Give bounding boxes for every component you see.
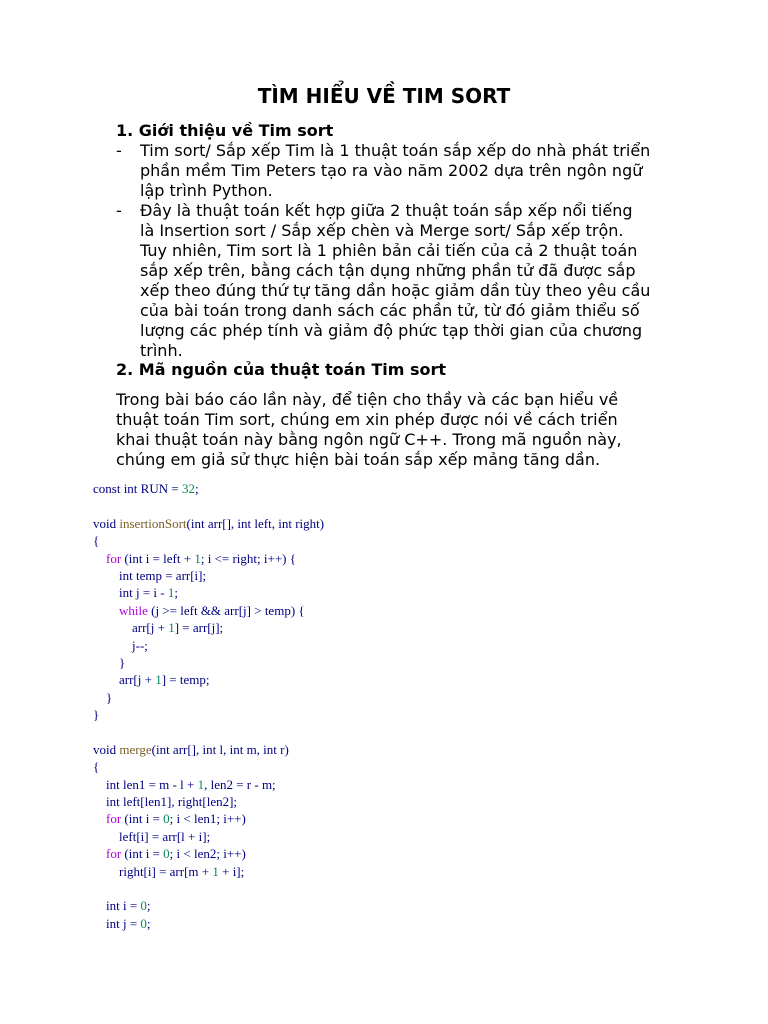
- code-line: j--;: [93, 637, 148, 653]
- bullet-line: lượng các phép tính và giảm độ phức tạp thời gian của chương: [140, 321, 643, 340]
- code-line: left[i] = arr[l + i];: [93, 828, 211, 844]
- code-line: int temp = arr[i];: [93, 567, 207, 583]
- section-1-heading: 1. Giới thiệu về Tim sort: [116, 121, 334, 140]
- code-line: const int RUN = 32;: [93, 481, 199, 496]
- code-line: [93, 880, 693, 897]
- code-line: for (int i = 0; i < len2; i++): [106, 846, 246, 862]
- code-block: [93, 480, 693, 932]
- code-line: for (int i = left + 1; i <= right; i++) {: [106, 550, 296, 566]
- code-line: int i = 0;: [93, 898, 151, 914]
- code-line: void insertionSort(int arr[], int left, int right): [93, 515, 325, 531]
- document-title: TÌM HIỂU VỀ TIM SORT: [257, 84, 511, 108]
- bullet-line: của bài toán trong danh sách các phần tử, từ đó giảm thiểu số: [140, 301, 640, 320]
- code-line: for (int i = 0; i < len1; i++): [106, 811, 246, 827]
- section-2-heading: 2. Mã nguồn của thuật toán Tim sort: [116, 360, 447, 379]
- code-line: while (j >= left && arr[j] > temp) {: [119, 602, 305, 618]
- bullet-line: lập trình Python.: [140, 181, 273, 200]
- bullet-line: trình.: [140, 341, 183, 360]
- bullet-line: Tim sort/ Sắp xếp Tim là 1 thuật toán sắp xếp do nhà phát triển: [140, 141, 651, 160]
- bullet-line: phần mềm Tim Peters tạo ra vào năm 2002 dựa trên ngôn ngữ: [140, 161, 643, 180]
- code-line: {: [93, 759, 100, 775]
- bullet-line: là Insertion sort / Sắp xếp chèn và Merge sort/ Sắp xếp trộn.: [140, 221, 624, 240]
- code-line: int j = 0;: [93, 915, 151, 931]
- bullet-line: sắp xếp trên, bằng cách tận dụng những phần tử đã được sắp: [140, 261, 636, 280]
- bullet-line: Đây là thuật toán kết hợp giữa 2 thuật toán sắp xếp nổi tiếng: [140, 201, 633, 220]
- code-line: }: [93, 689, 113, 705]
- code-line: void merge(int arr[], int l, int m, int r): [93, 741, 289, 757]
- code-line: int left[len1], right[len2];: [93, 794, 238, 810]
- paragraph-line: thuật toán Tim sort, chúng em xin phép được nói về cách triển: [116, 410, 618, 429]
- code-line: right[i] = arr[m + 1 + i];: [93, 863, 245, 879]
- bullet-line: Tuy nhiên, Tim sort là 1 phiên bản cải tiến của cả 2 thuật toán: [140, 241, 638, 260]
- code-line: [93, 497, 693, 514]
- bullet-line: xếp theo đúng thứ tự tăng dần hoặc giảm dần tùy theo yêu cầu: [140, 281, 651, 300]
- code-line: }: [93, 707, 100, 723]
- code-line: int j = i - 1;: [93, 585, 178, 601]
- code-line: int len1 = m - l + 1, len2 = r - m;: [93, 776, 276, 792]
- code-line: arr[j + 1] = arr[j];: [93, 620, 224, 636]
- bullet-item-1: [116, 141, 686, 201]
- code-line: arr[j + 1] = temp;: [93, 672, 210, 688]
- bullet-dash: -: [116, 141, 122, 160]
- code-line: }: [93, 654, 126, 670]
- code-line: {: [93, 533, 100, 549]
- bullet-item-2: [116, 201, 686, 361]
- paragraph-line: Trong bài báo cáo lần này, để tiện cho thầy và các bạn hiểu về: [116, 390, 619, 409]
- paragraph-line: khai thuật toán này bằng ngôn ngữ C++. Trong mã nguồn này,: [116, 430, 622, 449]
- paragraph-line: chúng em giả sử thực hiện bài toán sắp xếp mảng tăng dần.: [116, 450, 601, 469]
- bullet-dash: -: [116, 201, 122, 220]
- section-2-paragraph: [116, 390, 686, 470]
- code-line: [93, 723, 693, 740]
